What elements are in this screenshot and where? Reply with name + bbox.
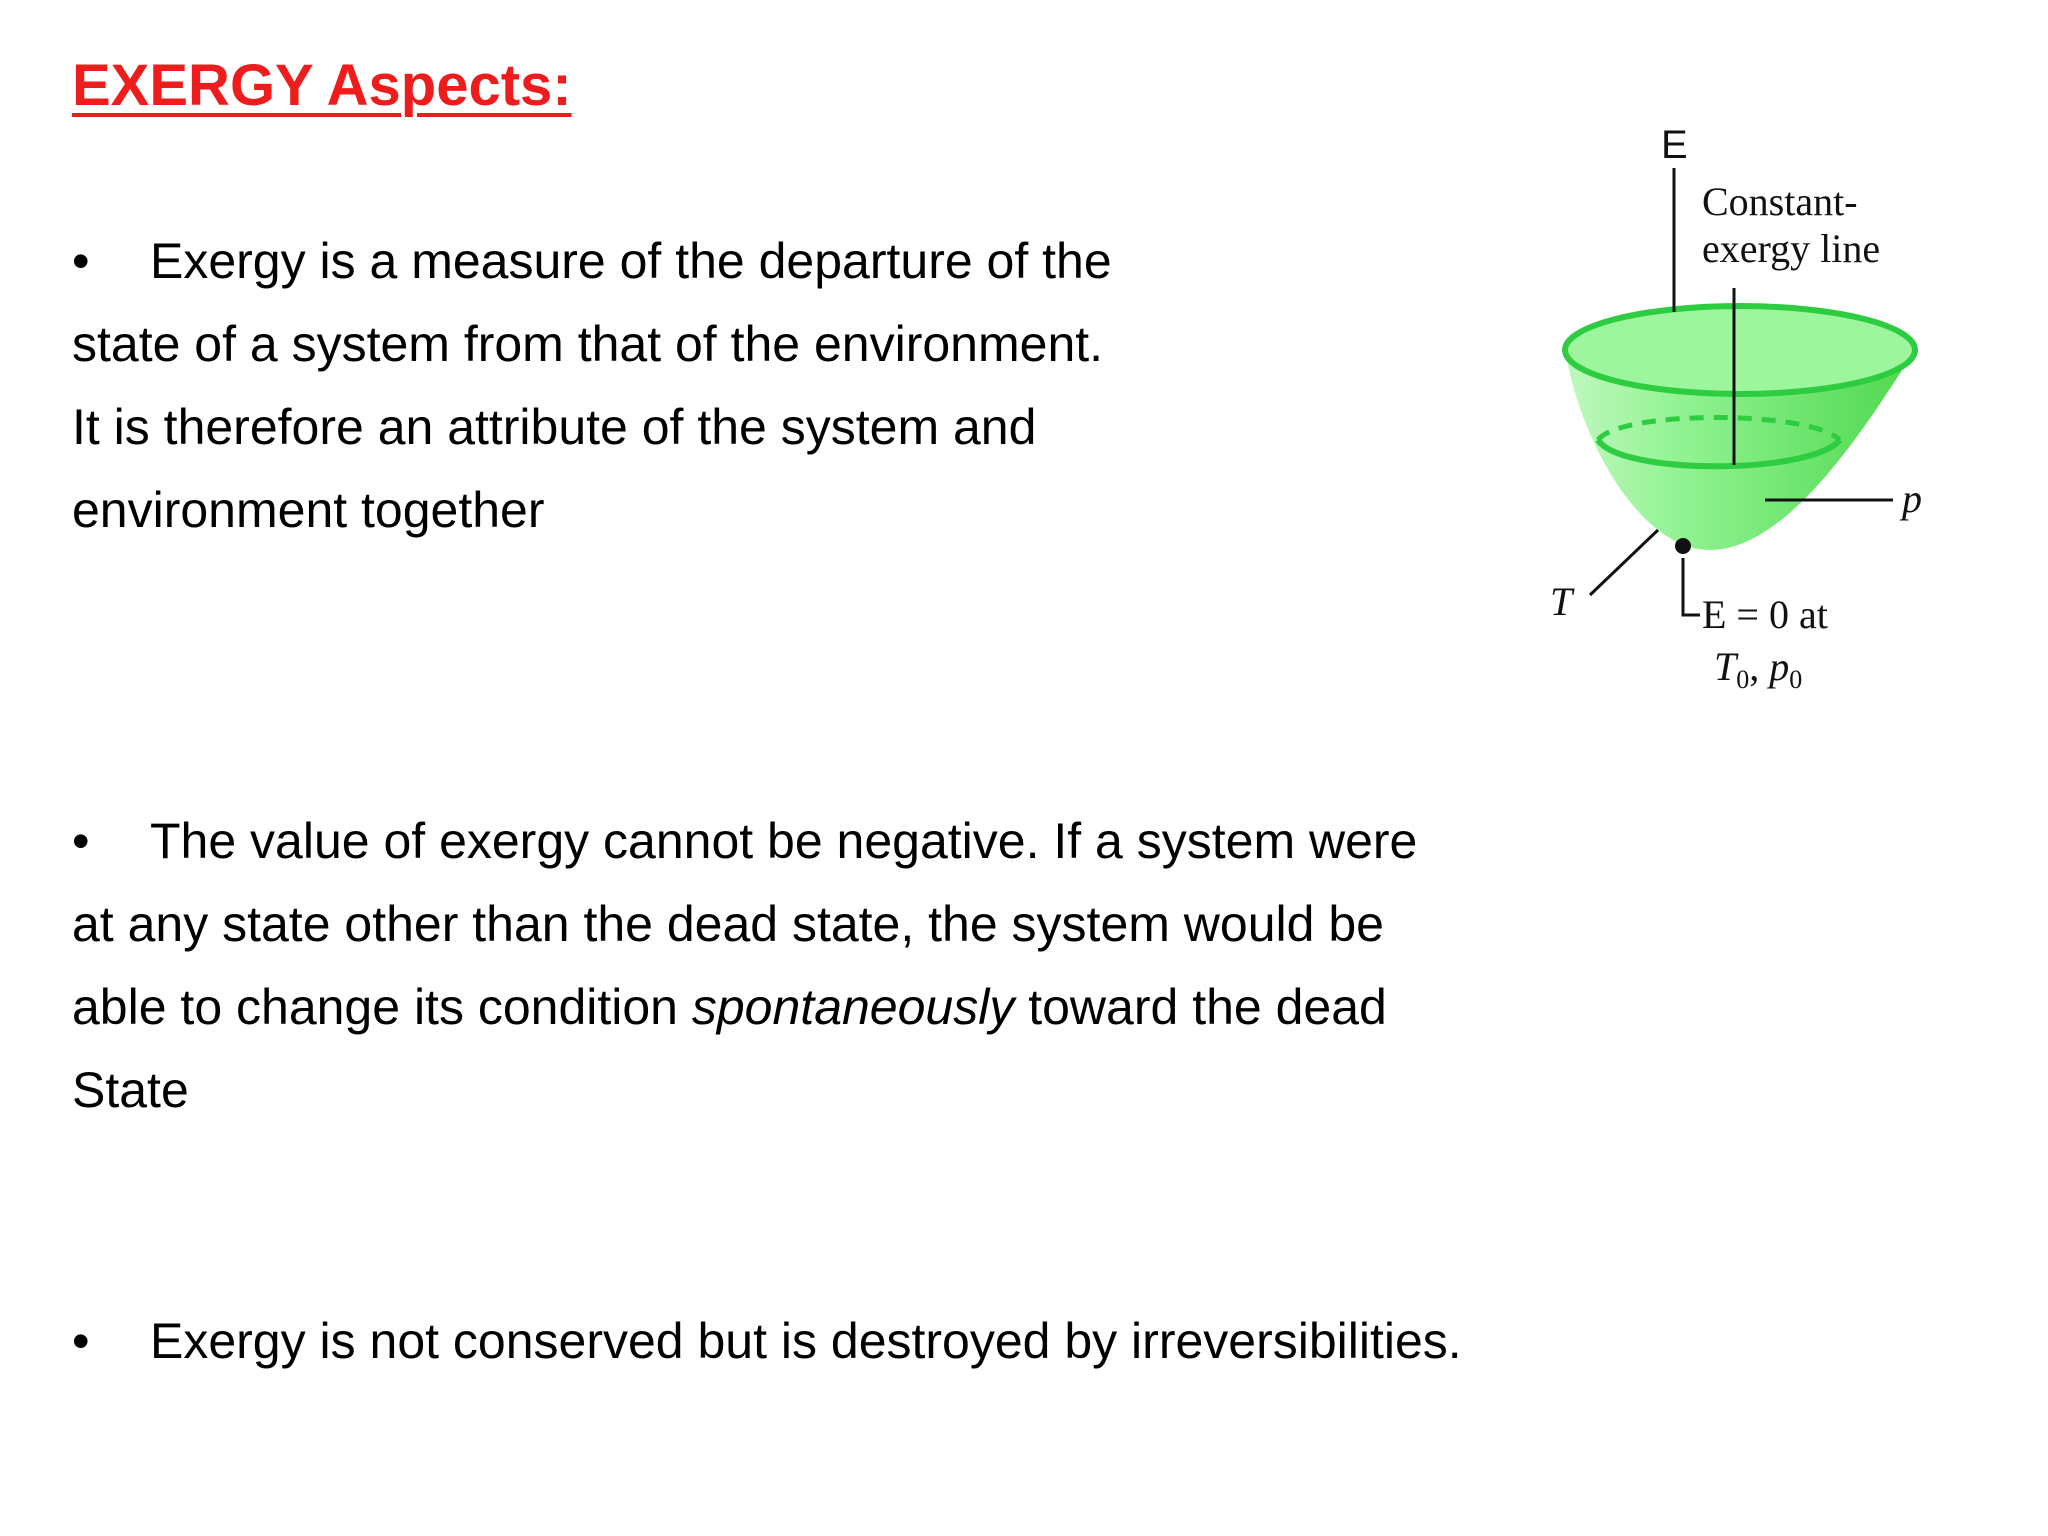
bullet-2-line-1: The value of exergy cannot be negative. If a system were xyxy=(150,813,1418,869)
dead-state-sep: , xyxy=(1749,644,1770,689)
exergy-bowl-diagram xyxy=(1490,110,1960,710)
dead-state-label-2 xyxy=(1714,644,1802,694)
bullet-1-line-2: state of a system from that of the environment. xyxy=(72,316,1104,372)
p-axis-label: p xyxy=(1902,476,1922,521)
bullet-dot: • xyxy=(72,813,90,869)
bullet-1-line-1: Exergy is a measure of the departure of the xyxy=(150,233,1112,289)
t-axis-label: T xyxy=(1550,579,1573,624)
bullet-1-line-3: It is therefore an attribute of the system and xyxy=(72,399,1037,455)
bullet-2-line-4: State xyxy=(72,1062,189,1118)
t-axis-line xyxy=(1590,530,1658,595)
slide-title: EXERGY Aspects: xyxy=(72,53,572,118)
bullet-dot: • xyxy=(72,1313,90,1369)
bullet-2-line-2: at any state other than the dead state, the system would be xyxy=(72,896,1384,952)
e-axis-label: E xyxy=(1661,123,1688,167)
bullet-item-1 xyxy=(72,220,1272,552)
dead-state-label-1: E = 0 at xyxy=(1702,592,1828,637)
bowl-top-rim xyxy=(1565,306,1915,394)
dead-state-leader xyxy=(1683,558,1700,615)
dead-state-p-sub: 0 xyxy=(1789,665,1803,694)
bullet-2-line-3-start: able to change its condition xyxy=(72,979,692,1035)
bullet-1-line-4: environment together xyxy=(72,482,545,538)
constant-exergy-label-1: Constant- xyxy=(1702,179,1858,224)
bullet-2-line-3-end: toward the dead xyxy=(1014,979,1387,1035)
dead-state-t-sub: 0 xyxy=(1736,665,1750,694)
bullet-2-italic-word: spontaneously xyxy=(691,979,1015,1035)
bullet-dot: • xyxy=(72,233,90,289)
dead-state-t: T xyxy=(1714,644,1737,689)
constant-exergy-label-2: exergy line xyxy=(1702,226,1881,271)
dead-state-point xyxy=(1675,538,1691,554)
dead-state-p: p xyxy=(1769,644,1790,689)
bullet-item-2 xyxy=(72,800,1492,1132)
bullet-3-line-1: Exergy is not conserved but is destroyed by irreversibilities. xyxy=(150,1313,1462,1369)
bullet-item-3 xyxy=(72,1300,1572,1383)
